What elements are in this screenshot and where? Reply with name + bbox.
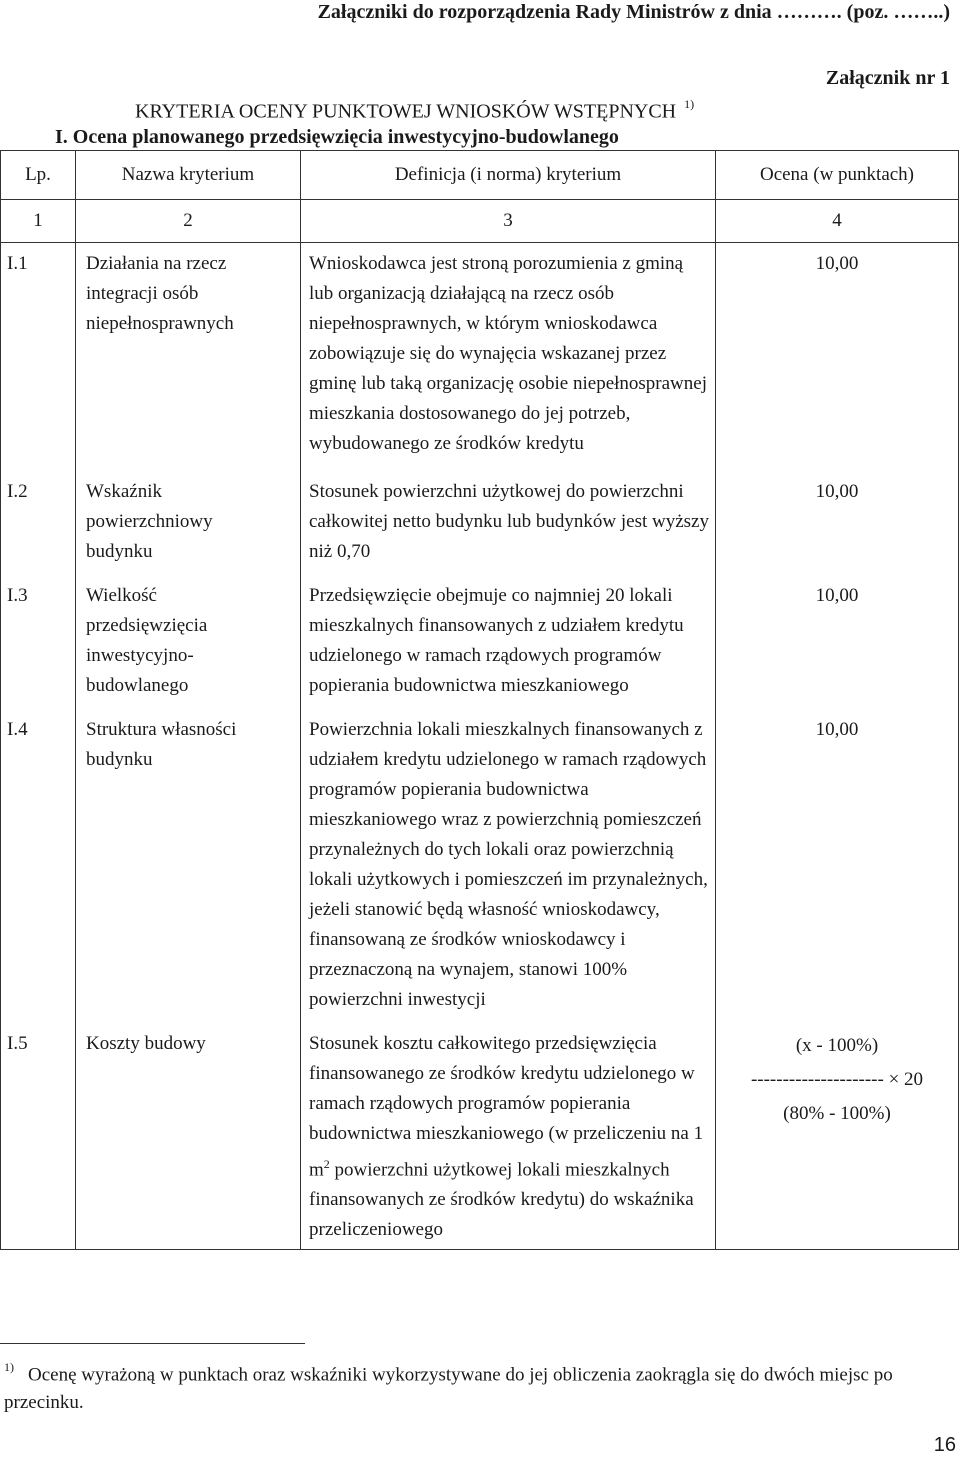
definition-text: powierzchni użytkowej lokali mieszkalnych finansowanych ze środków kredytu) do wskaźnika przeliczeniowego: [309, 1159, 694, 1241]
column-header-lp: Lp.: [1, 151, 76, 200]
column-number: 4: [716, 200, 959, 243]
row-score: 10,00: [716, 715, 959, 1029]
main-title: [135, 92, 694, 126]
table-row: [1, 581, 959, 715]
footnote-mark: 1): [4, 1360, 14, 1374]
row-definition: [301, 1029, 716, 1250]
table-header-row: [1, 151, 959, 200]
row-criterion-name: Struktura własności budynku: [76, 715, 301, 1029]
row-score: 10,00: [716, 581, 959, 715]
regulation-header: Załączniki do rozporządzenia Rady Ministrów z dnia ………. (poz. ……..): [317, 1, 950, 23]
footnote-separator: [0, 1343, 305, 1344]
column-header-definition: Definicja (i norma) kryterium: [301, 151, 716, 200]
row-criterion-name: Wielkość przedsięwzięcia inwestycyjno-budowlanego: [76, 581, 301, 715]
table-row: [1, 715, 959, 1029]
formula-numerator: (x - 100%): [795, 1035, 879, 1056]
column-header-name: Nazwa kryterium: [76, 151, 301, 200]
row-lp: I.5: [1, 1029, 76, 1250]
formula-fraction-line: --------------------- × 20: [750, 1069, 924, 1090]
main-title-text: KRYTERIA OCENY PUNKTOWEJ WNIOSKÓW WSTĘPNYCH: [135, 100, 677, 123]
table-row: [1, 477, 959, 581]
footnote: [4, 1355, 944, 1417]
definition-text: Stosunek kosztu całkowitego przedsięwzięcia finansowanego ze środków kredytu udzielonego w ramach rządowych programów popierania budownictwa mieszkaniowego (w przeliczeniu na 1 m: [309, 1033, 704, 1181]
row-definition: Powierzchnia lokali mieszkalnych finansowanych z udziałem kredytu udzielonego w ramach rządowych programów popierania budownictwa mieszkaniowego wraz z powierzchnią pomieszczeń przynależnych do tych lokali oraz powierzchnią lokali użytkowych i pomieszczeń im przynależnych, jeżeli stanowić będą własność wnioskodawcy, finansowaną ze środków wnioskodawcy i przeznaczoną na wynajem, stanowi 100% powierzchni inwestycji: [301, 715, 716, 1029]
row-lp: I.2: [1, 477, 76, 581]
section-title: I. Ocena planowanego przedsięwzięcia inwestycyjno-budowlanego: [55, 126, 619, 148]
column-number: 2: [76, 200, 301, 243]
squared-superscript: 2: [323, 1157, 330, 1171]
row-score: 10,00: [716, 243, 959, 478]
row-criterion-name: Wskaźnik powierzchniowy budynku: [76, 477, 301, 581]
page-number: 16: [933, 1434, 956, 1456]
main-title-footnote-mark: 1): [684, 97, 695, 111]
row-lp: I.3: [1, 581, 76, 715]
row-criterion-name: Koszty budowy: [76, 1029, 301, 1250]
column-number-row: [1, 200, 959, 243]
criteria-table: [0, 150, 959, 1250]
table-row: [1, 243, 959, 478]
row-score-formula: [716, 1029, 959, 1250]
row-definition: Przedsięwzięcie obejmuje co najmniej 20 lokali mieszkalnych finansowanych z udziałem kredytu udzielonego w ramach rządowych programów popierania budownictwa mieszkaniowego: [301, 581, 716, 715]
row-criterion-name: Działania na rzecz integracji osób niepełnosprawnych: [76, 243, 301, 478]
formula-denominator: (80% - 100%): [783, 1103, 891, 1124]
column-header-score: Ocena (w punktach): [716, 151, 959, 200]
footnote-text: Ocenę wyrażoną w punktach oraz wskaźniki wykorzystywane do jej obliczenia zaokrągla się do dwóch miejsc po przecinku.: [4, 1364, 893, 1414]
row-definition: Stosunek powierzchni użytkowej do powierzchni całkowitej netto budynku lub budynków jest wyższy niż 0,70: [301, 477, 716, 581]
table-row: [1, 1029, 959, 1250]
row-lp: I.4: [1, 715, 76, 1029]
column-number: 3: [301, 200, 716, 243]
row-score: 10,00: [716, 477, 959, 581]
column-number: 1: [1, 200, 76, 243]
annex-label: Załącznik nr 1: [825, 67, 950, 89]
row-lp: I.1: [1, 243, 76, 478]
row-definition: Wnioskodawca jest stroną porozumienia z gminą lub organizacją działającą na rzecz osób niepełnosprawnych, w którym wnioskodawca zobowiązuje się do wynajęcia wskazanej przez gminę lub taką organizację osobie niepełnosprawnej mieszkania dostosowanego do jej potrzeb, wybudowanego ze środków kredytu: [301, 243, 716, 478]
